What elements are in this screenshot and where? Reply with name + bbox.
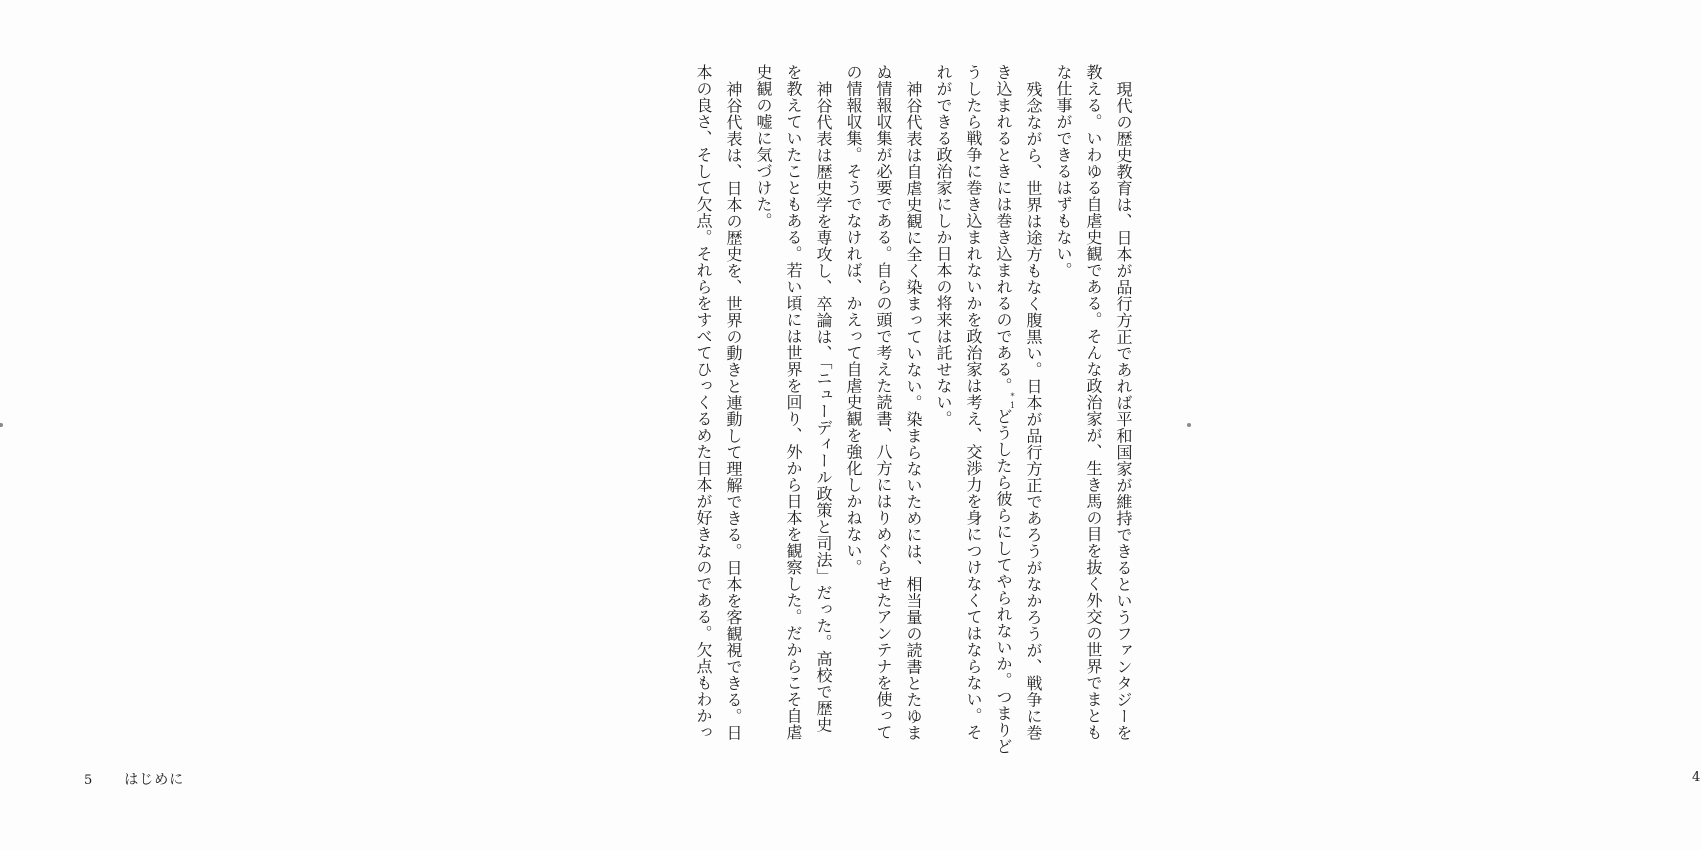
page-number-left: 5 [84, 773, 93, 788]
text-column: 本の良さ、そして欠点。それらをすべてひっくるめた日本が好きなのである。欠点もわかっ [694, 64, 713, 741]
text-column: を教えていたこともある。若い頃には世界を回り、外から日本を観察した。だからこそ自虐 [784, 64, 803, 741]
text-column: の情報収集。そうでなければ、かえって自虐史観を強化しかねない。 [844, 64, 863, 576]
text-column: うしたら戦争に巻き込まれないかを政治家は考え、交渉力を身につけなくてはならない。そ [964, 64, 983, 741]
text-column: ぬ情報収集が必要である。自らの頭で考えた読書、八方にはりめぐらせたアンテナを使って [874, 64, 893, 741]
text-column: な仕事ができるはずもない。 [1054, 64, 1073, 279]
page-number-right: 4 [1692, 770, 1701, 785]
text-column: 現代の歴史教育は、日本が品行方正であれば平和国家が維持できるというファンタジーを [1114, 80, 1133, 741]
text-column: 神谷代表は自虐史観に全く染まっていない。染まらないためには、相当量の読書とたゆま [904, 80, 923, 741]
text-column: 残念ながら、世界は途方もなく腹黒い。日本が品行方正であろうがなかろうが、戦争に巻 [1024, 80, 1043, 741]
text-column: 史観の嘘に気づけた。 [754, 64, 773, 229]
text-column: 神谷代表は、日本の歴史を、世界の動きと連動して理解できる。日本を客観視できる。日 [724, 80, 743, 741]
note-marker: *1 [1008, 392, 1017, 410]
text-column: き込まれるときには巻き込まれるのである。*1どうしたら彼らにしてやられないか。つまりど [994, 64, 1017, 755]
page-left-footer [84, 769, 184, 789]
running-head: はじめに [124, 772, 185, 788]
text-column: 教える。いわゆる自虐史観である。そんな政治家が、生き馬の目を抜く外交の世界でまとも [1084, 64, 1103, 741]
page-right [595, 0, 1701, 850]
text-column: 神谷代表は歴史学を専攻し、卒論は、「ニューディール政策と司法」だった。高校で歴史 [814, 80, 833, 733]
page-right-text-block [686, 64, 1138, 776]
page-left [0, 0, 595, 850]
text-column: れができる政治家にしか日本の将来は託せない。 [934, 64, 953, 427]
right-edge-mark [1187, 423, 1191, 427]
